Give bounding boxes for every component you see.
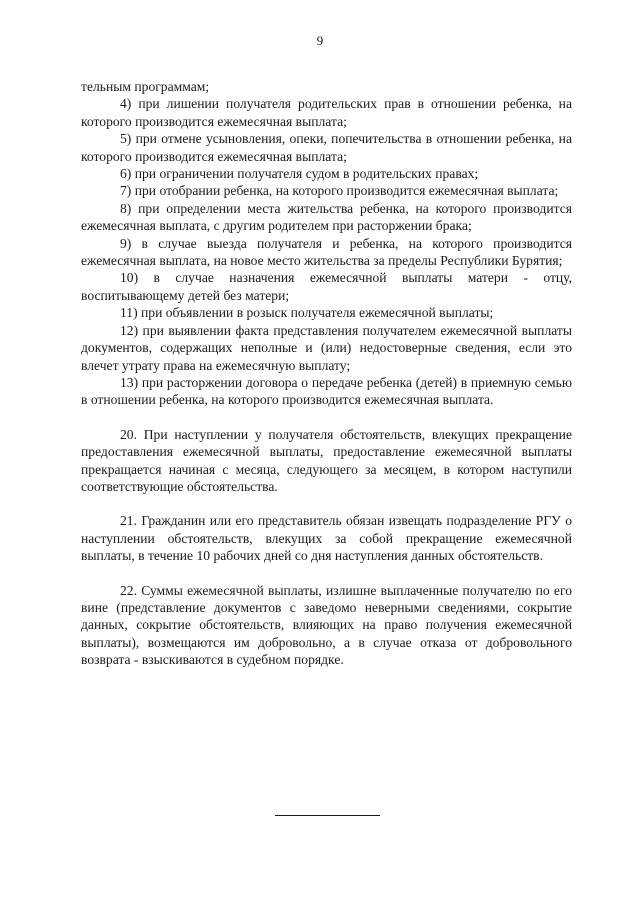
list-item-8: 8) при определении места жительства ребенка, на которого производится ежемесячная выплата, с другим родителем при расторжении брака;: [81, 200, 572, 234]
list-item-9: 9) в случае выезда получателя и ребенка, на которого производится ежемесячная выплата, на новое место жительства за пределы Республики Бурятия;: [81, 235, 572, 269]
document-body: [81, 78, 572, 669]
list-item-10: 10) в случае назначения ежемесячной выплаты матери - отцу, воспитывающему детей без матери;: [81, 270, 572, 303]
section-22: 22. Суммы ежемесячной выплаты, излишне выплаченные получателю по его вине (представление документов с заведомо неверными сведениями, сокрытие данных, сокрытие обстоятельств, влияющих на право получения ежемесячной выплаты), возмещаются им добровольно, а в случае отказа от добровольного возврата - взыскиваются в судебном порядке.: [81, 582, 572, 668]
list-item-12: 12) при выявлении факта представления получателем ежемесячной выплаты документов, содержащих неполные и (или) недостоверные сведения, если это влечет утрату права на ежемесячную выплату;: [81, 322, 572, 373]
end-of-text-divider: [275, 815, 380, 816]
list-item-6: 6) при ограничении получателя судом в родительских правах;: [120, 166, 479, 182]
section-20: 20. При наступлении у получателя обстоятельств, влекущих прекращение предоставления ежемесячной выплаты, предоставление ежемесячной выплаты прекращается начиная с месяца, следующего за месяцем, в котором наступили соответствующие обстоятельства.: [81, 426, 572, 494]
list-item-5: 5) при отмене усыновления, опеки, попечительства в отношении ребенка, на которого производится ежемесячная выплата;: [81, 131, 572, 164]
list-item-11: 11) при объявлении в розыск получателя ежемесячной выплаты;: [120, 305, 494, 321]
list-item-4: 4) при лишении получателя родительских прав в отношении ребенка, на которого производится ежемесячная выплата;: [81, 96, 572, 129]
list-item-13: 13) при расторжении договора о передаче ребенка (детей) в приемную семью в отношении ребенка, на которого производится ежемесячная выплата.: [81, 374, 572, 408]
paragraph-continuation: тельным программам;: [81, 79, 210, 94]
page-number: 9: [316, 33, 324, 48]
section-21: 21. Гражданин или его представитель обязан извещать подразделение РГУ о наступлении обстоятельств, влекущих за собой прекращение ежемесячной выплаты, в течение 10 рабочих дней со дня наступления данных обстоятельств.: [81, 513, 572, 564]
list-item-7: 7) при отобрании ребенка, на которого производится ежемесячная выплата;: [120, 183, 559, 199]
